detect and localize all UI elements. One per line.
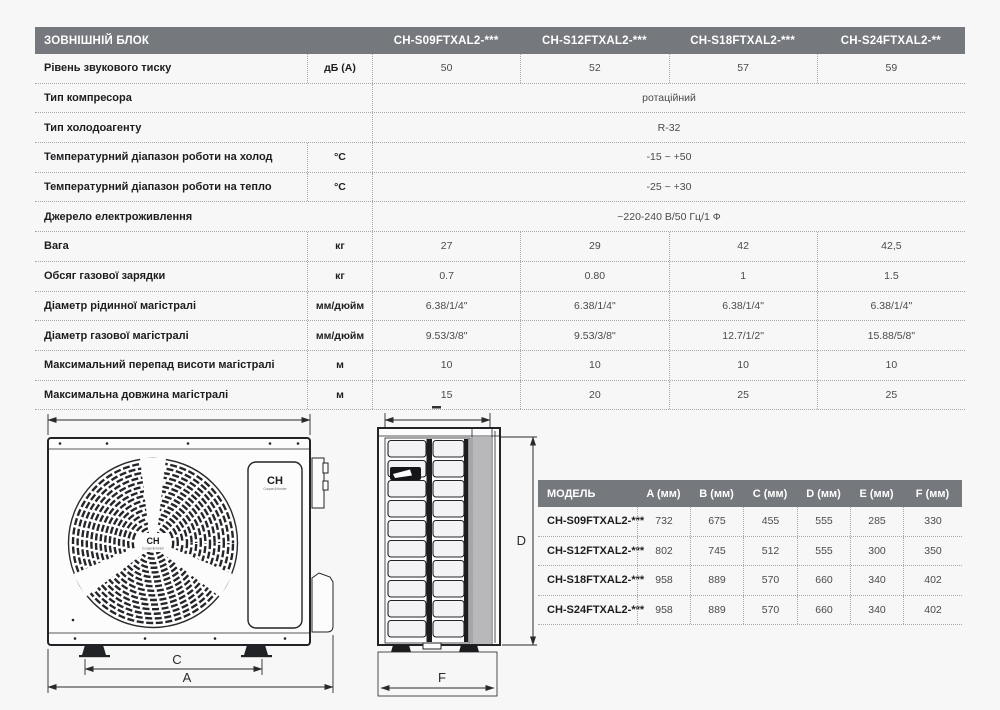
spec-row-unit: мм/дюйм: [307, 292, 372, 321]
spec-value: 12.7/1/2": [669, 321, 817, 350]
dimension-c-label: C: [172, 652, 182, 667]
spec-value: 15.88/5/8": [817, 321, 965, 350]
dim-header-cell: C (мм): [752, 487, 788, 500]
spec-row-label: Діаметр газової магістралі: [44, 329, 189, 342]
spec-row-label: Максимальний перепад висоти магістралі: [44, 359, 275, 372]
spec-row-unit: м: [307, 381, 372, 410]
spec-value: 25: [669, 381, 817, 410]
spec-value: 20: [520, 381, 668, 410]
spec-value: 1: [669, 262, 817, 291]
spec-value: 1.5: [817, 262, 965, 291]
dim-value: 402: [903, 566, 962, 595]
spec-table-row: [35, 54, 965, 84]
dim-table-row: [538, 537, 962, 567]
spec-header-model-3: CH-S18FTXAL2-***: [690, 34, 796, 47]
dim-value: 660: [797, 566, 850, 595]
spec-value: 9.53/3/8": [520, 321, 668, 350]
dim-value: 402: [903, 596, 962, 625]
dim-value: 745: [690, 537, 743, 566]
spec-table-header: [35, 27, 965, 54]
dim-row-model: CH-S24FTXAL2-***: [547, 604, 645, 617]
side-foot-right: [459, 645, 479, 652]
spec-value: 25: [817, 381, 965, 410]
spec-row-label: Тип холодоагенту: [44, 121, 142, 134]
side-view-drawing: [362, 405, 547, 705]
spec-value: 10: [669, 351, 817, 380]
dim-row-model: CH-S12FTXAL2-***: [547, 544, 645, 557]
spec-value: 59: [817, 54, 965, 83]
dimensions-table-header: [538, 480, 962, 507]
spec-value: 10: [817, 351, 965, 380]
foot-right: [244, 645, 268, 655]
panel-brand-logo: CH: [267, 475, 283, 487]
dim-value: 958: [637, 566, 690, 595]
spec-value: 42,5: [817, 232, 965, 261]
spec-table-row: [35, 351, 965, 381]
spec-merged-value: R-32: [372, 113, 965, 142]
dimensions-table-body: [538, 507, 962, 625]
spec-row-unit: °С: [307, 173, 372, 202]
spec-value: 29: [520, 232, 668, 261]
spec-table-body: [35, 54, 965, 410]
spec-table-row: [35, 262, 965, 292]
dim-header-cell: D (мм): [806, 487, 841, 500]
panel-brand-sub: Cooper&Hunter: [263, 487, 287, 491]
dim-value: 570: [743, 566, 797, 595]
dim-value: 732: [637, 507, 690, 536]
dim-value: 512: [743, 537, 797, 566]
dim-header-cell: МОДЕЛЬ: [547, 487, 596, 500]
dim-value: 350: [903, 537, 962, 566]
dim-value: 570: [743, 596, 797, 625]
spec-value: 0.80: [520, 262, 668, 291]
spec-table-row: [35, 321, 965, 351]
fan-hub-brand-logo: CH: [146, 536, 160, 546]
valve-bracket: [312, 573, 333, 632]
spec-value: 6.38/1/4": [372, 292, 520, 321]
dim-value: 889: [690, 596, 743, 625]
dim-value: 675: [690, 507, 743, 536]
spec-header-model-4: CH-S24FTXAL2-**: [840, 34, 941, 47]
spec-value: 42: [669, 232, 817, 261]
dim-value: 555: [797, 507, 850, 536]
spec-merged-value: -15 ~ +50: [372, 143, 965, 172]
dim-value: 300: [850, 537, 903, 566]
spec-merged-value: -25 ~ +30: [372, 173, 965, 202]
spec-row-label: Діаметр рідинної магістралі: [44, 299, 197, 312]
dimension-b-arrow: [48, 414, 310, 435]
dim-value: 285: [850, 507, 903, 536]
spec-table-row: [35, 292, 965, 322]
louver-edge-strip: [464, 439, 469, 642]
dim-header-cell: E (мм): [859, 487, 894, 500]
spec-value: 15: [372, 381, 520, 410]
foot-left: [82, 645, 106, 655]
dim-table-row: [538, 596, 962, 626]
dim-header-cell: F (мм): [915, 487, 950, 500]
spec-row-label: Обсяг газової зарядки: [44, 270, 166, 283]
dim-header-cell: A (мм): [646, 487, 681, 500]
dimension-a-label: A: [182, 670, 192, 685]
spec-row-unit: °С: [307, 143, 372, 172]
dim-value: 455: [743, 507, 797, 536]
spec-header-unit-spacer: [307, 27, 372, 54]
spec-row-unit: м: [307, 351, 372, 380]
spec-value: 52: [520, 54, 668, 83]
dim-table-row: [538, 507, 962, 537]
dim-value: 660: [797, 596, 850, 625]
spec-value: 6.38/1/4": [817, 292, 965, 321]
dimension-d-label: D: [516, 533, 526, 548]
terminal-box: [312, 458, 328, 508]
front-view-drawing: [40, 405, 340, 705]
spec-value: 9.53/3/8": [372, 321, 520, 350]
spec-merged-value: ~220-240 В/50 Гц/1 Ф: [372, 202, 965, 231]
spec-table-row: [35, 232, 965, 262]
spec-value: 50: [372, 54, 520, 83]
spec-row-label: Температурний діапазон роботи на холод: [44, 151, 273, 164]
spec-merged-value: ротаційний: [372, 84, 965, 113]
spec-value: 57: [669, 54, 817, 83]
spec-header-model-1: CH-S09FTXAL2-***: [393, 34, 499, 47]
spec-value: 27: [372, 232, 520, 261]
spec-row-label: Температурний діапазон роботи на тепло: [44, 181, 272, 194]
dim-value: 802: [637, 537, 690, 566]
spec-row-unit: мм/дюйм: [307, 321, 372, 350]
louver-divider-strip: [427, 439, 433, 642]
spec-row-unit: кг: [307, 232, 372, 261]
spec-table-title: ЗОВНІШНІЙ БЛОК: [44, 34, 150, 47]
dim-table-row: [538, 566, 962, 596]
spec-row-label: Рівень звукового тиску: [44, 62, 172, 75]
spec-table-row: [35, 381, 965, 411]
dim-row-model: CH-S09FTXAL2-***: [547, 515, 645, 528]
spec-value: 0.7: [372, 262, 520, 291]
spec-table-row: [35, 113, 965, 143]
spec-value: 10: [520, 351, 668, 380]
spec-table-row: [35, 143, 965, 173]
dim-header-cell: B (мм): [699, 487, 734, 500]
spec-row-unit: кг: [307, 262, 372, 291]
dim-value: 958: [637, 596, 690, 625]
spec-row-label: Джерело електроживлення: [44, 210, 193, 223]
spec-table-row: [35, 173, 965, 203]
spec-header-model-2: CH-S12FTXAL2-***: [541, 34, 647, 47]
spec-value: 10: [372, 351, 520, 380]
dim-value: 889: [690, 566, 743, 595]
spec-row-label: Максимальна довжина магістралі: [44, 388, 229, 401]
dim-value: 330: [903, 507, 962, 536]
foot-left-base: [79, 655, 110, 657]
dimension-f-label: F: [438, 670, 446, 685]
handle-slot: [390, 467, 421, 480]
dim-value: 340: [850, 596, 903, 625]
spec-table-row: [35, 84, 965, 114]
spec-value: 6.38/1/4": [520, 292, 668, 321]
dimensions-table: [538, 480, 962, 625]
spec-row-unit: дБ (А): [307, 54, 372, 83]
fan-hub-brand-sub: Cooper&Hunter: [141, 546, 165, 551]
side-foot-left: [391, 645, 411, 652]
spec-table: [35, 27, 965, 410]
spec-row-label: Тип компресора: [44, 92, 132, 105]
drain-tab: [423, 643, 441, 649]
dim-value: 555: [797, 537, 850, 566]
spec-value: 6.38/1/4": [669, 292, 817, 321]
dim-value: 340: [850, 566, 903, 595]
foot-right-base: [241, 655, 272, 657]
spec-table-row: [35, 202, 965, 232]
spec-row-label: Вага: [44, 240, 69, 253]
dim-row-model: CH-S18FTXAL2-***: [547, 574, 645, 587]
